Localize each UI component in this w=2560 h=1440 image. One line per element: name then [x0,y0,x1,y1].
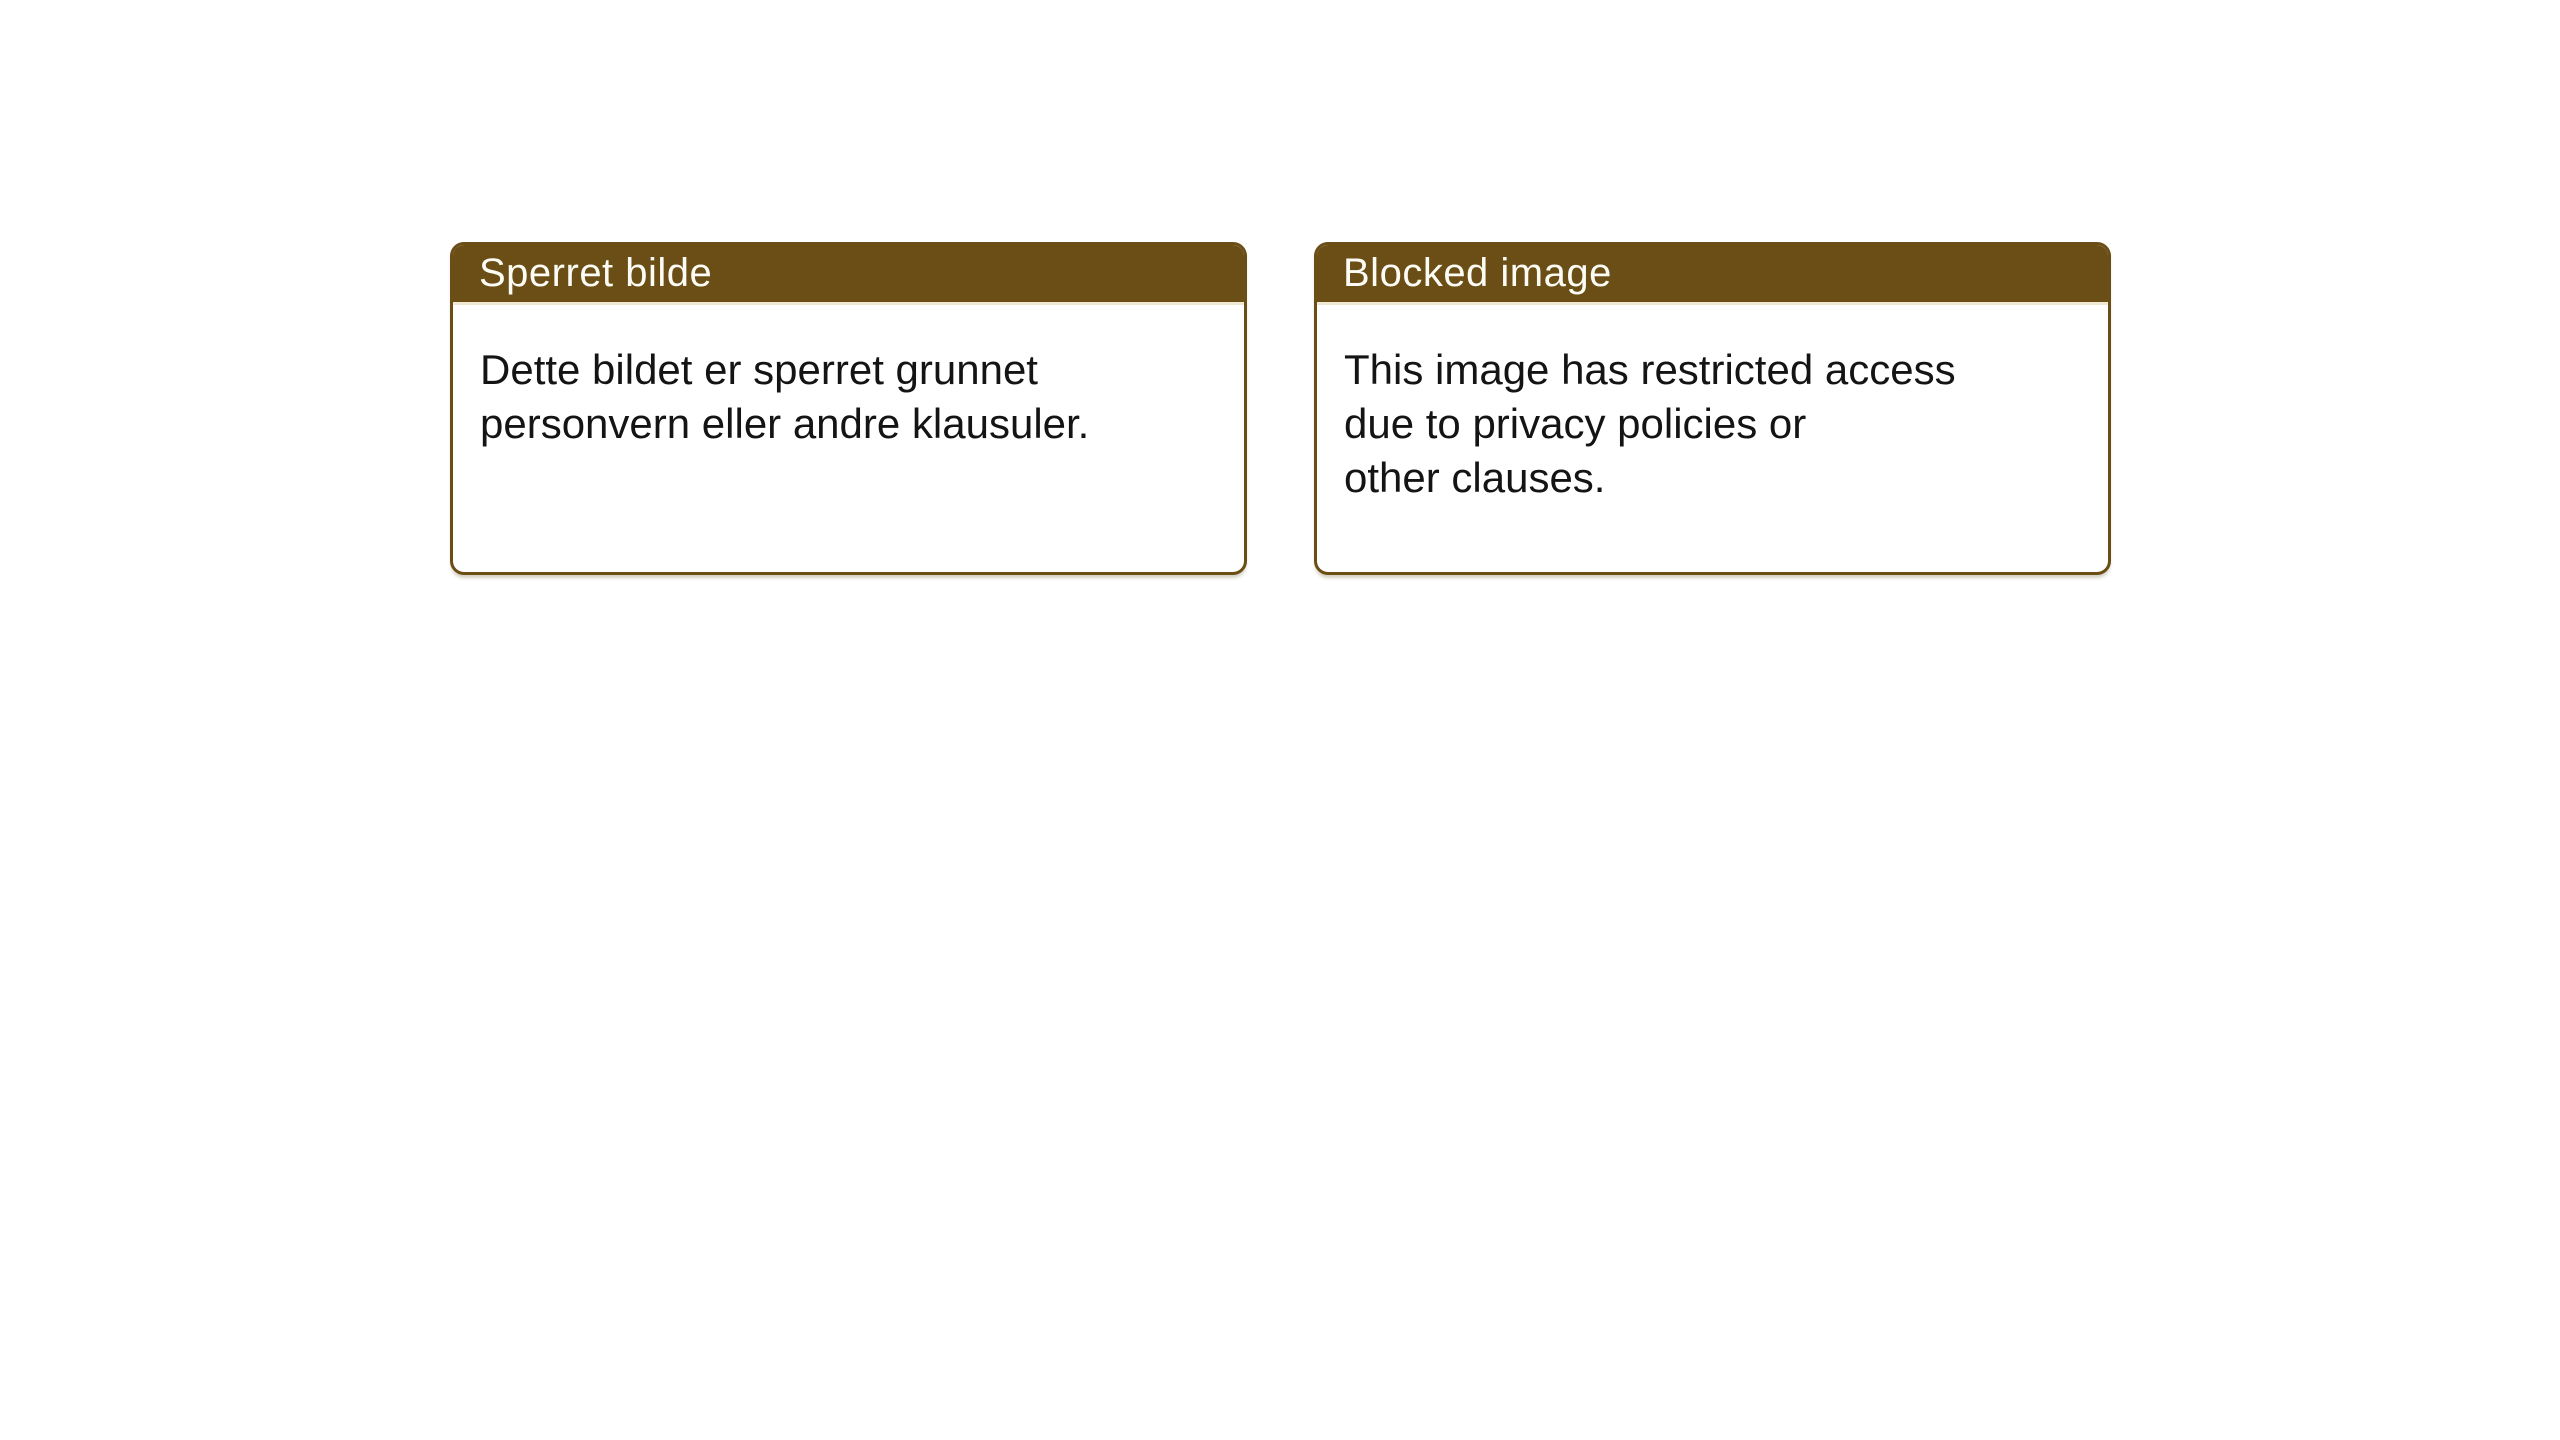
body-text-line: This image has restricted access [1344,346,1956,393]
card-header [1317,245,2108,305]
body-text-line: due to privacy policies or [1344,400,1807,447]
card-header [453,245,1244,305]
body-text-line: Dette bildet er sperret grunnet [480,346,1038,393]
card-body [1317,305,2108,505]
card-title: Sperret bilde [479,251,713,295]
card-body [453,305,1244,451]
card-title: Blocked image [1343,251,1612,295]
body-text-line: other clauses. [1344,454,1606,501]
body-text-line: personvern eller andre klausuler. [480,400,1090,447]
blocked-image-card-english [1314,242,2111,575]
blocked-image-card-norwegian [450,242,1247,575]
